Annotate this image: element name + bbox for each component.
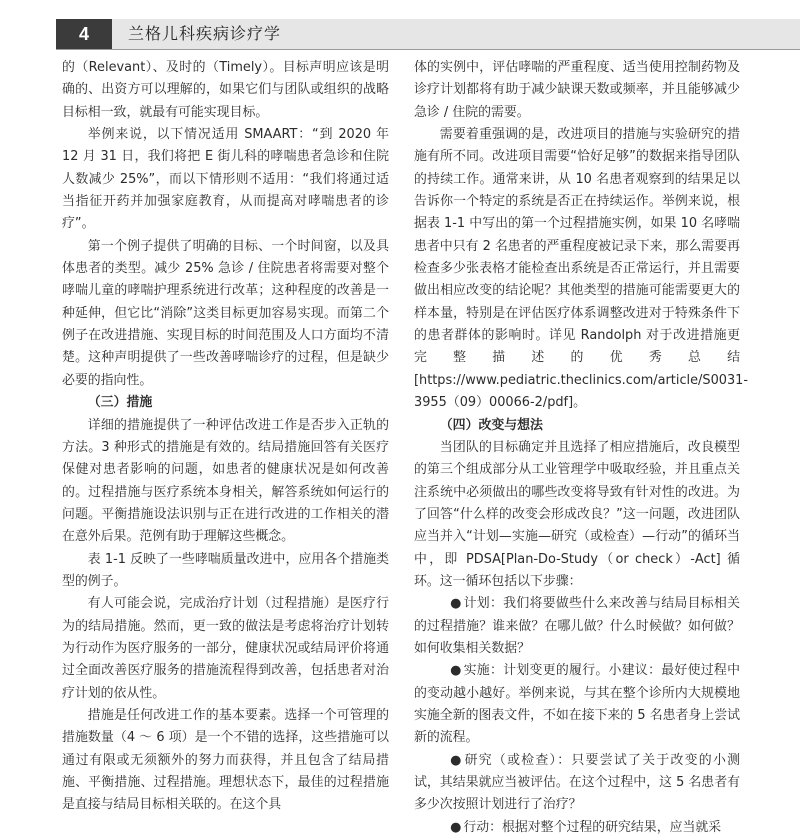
page-number: 4: [56, 19, 112, 49]
bullet-text: 研究（或检查）：只要尝试了关于改变的小测试，其结果就应当被评估。在这个过程中，这 5 名患者有多少次按照计划进行了治疗？: [414, 752, 740, 813]
bullet-dot-icon: ●: [450, 663, 462, 679]
paragraph: 需要着重强调的是，改进项目的措施与实验研究的措施有所不同。改进项目需要“恰好足够”的数据来指导团队的持续工作。通常来讲，从 10 名患者观察到的结果足以告诉你一个特定的系统是否正在持续运作。举例来说，根据表 1-1 中写出的第一个过程措施实例，如果 10 名哮喘患者中只有 2 名患者的严重程度被记录下来，那么需要再检查多少张表格才能检查出系统是否正常运行，并且需要做出相应改变的结论呢？其他类型的措施可能需要更大的样本量，特别是在评估医疗体系调整改进对于特殊条件下的患者群体的影响时。详见 Randolph 对于改进措施更完整描述的优秀总结 [https://www.pediatric.theclinics.com/article/S0031- 3955（09）00066-2/pdf]。: [414, 127, 749, 411]
bullet-text: 计划：我们将要做些什么来改善与结局目标相关的过程措施？谁来做？在哪儿做？什么时候做？如何做？如何收集相关数据？: [414, 596, 740, 656]
paragraph: 第一个例子提供了明确的目标、一个时间窗，以及具体患者的类型。减少 25% 急诊 / 住院患者将需要对整个哮喘儿童的哮喘护理系统进行改革；这种程度的改善是一种延伸，但它比“消除”这类目标更加容易实现。而第二个例子在改进措施、实现目标的时间范围及人口方面均不清楚。这种声明提供了一些改善哮喘诊疗的过程，但是缺少必要的指向性。: [62, 238, 389, 388]
bullet-item: [414, 817, 740, 839]
paragraph: 表 1-1 反映了一些哮喘质量改进中，应用各个措施类型的例子。: [62, 551, 389, 589]
paragraph: 体的实例中，评估哮喘的严重程度、适当使用控制药物及诊疗计划都将有助于减少缺课天数或频率，并且能够减少急诊 / 住院的需要。: [414, 60, 740, 120]
paragraph: 当团队的目标确定并且选择了相应措施后，改良模型的第三个组成部分从工业管理学中吸取经验，并且重点关注系统中必须做出的哪些改变将导致有针对性的改进。为了回答“什么样的改变会形成改良？”这一问题，改进团队应当并入“计划—实施—研究（或检查）—行动”的循环当中，即 PDSA[Plan-Do-Study（or check）-Act] 循环。这一循环包括以下步骤：: [414, 439, 740, 589]
paragraph: 有人可能会说，完成治疗计划（过程措施）是医疗行为的结局措施。然而，更一致的做法是考虑将治疗计划转为行动作为医疗服务的一部分，健康状况或结局评价将通过全面改善医疗服务的措施流程得到改善，包括患者对治疗计划的依从性。: [62, 596, 389, 701]
paragraph: 举例来说，以下情况适用 SMAART：“到 2020 年 12 月 31 日，我们将把 E 街儿科的哮喘患者急诊和住院人数减少 25%”，而以下情形则不适用：“我们将通过适当指征开药并加强家庭教育，从而提高对哮喘患者的诊疗”。: [62, 127, 389, 232]
right-column: [414, 57, 749, 839]
paragraph: 详细的措施提供了一种评估改进工作是否步入正轨的方法。3 种形式的措施是有效的。结局措施回答有关医疗保健对患者影响的问题，如患者的健康状况是如何改善的。过程措施与医疗系统本身相关，解答系统如何运行的问题。平衡措施设法识别与正在进行改进的工作相关的潜在意外后果。范例有助于理解这些概念。: [62, 417, 389, 545]
paragraph: 的（Relevant）、及时的（Timely）。目标声明应该是明确的、出资方可以理解的，如果它们与团队或组织的战略目标相一致，就最有可能实现目标。: [62, 60, 389, 120]
book-title: 兰格儿科疾病诊疗学: [128, 24, 282, 43]
section-heading: （四）改变与想法: [439, 417, 543, 433]
left-column: [62, 57, 389, 817]
header-divider: [56, 49, 800, 50]
section-heading: （三）措施: [87, 395, 153, 411]
bullet-text: 实施：计划变更的履行。小建议：最好使过程中的变动越小越好。举例来说，与其在整个诊所内大规模地实施全新的图表文件，不如在接下来的 5 名患者身上尝试新的流程。: [414, 663, 740, 746]
running-header: [56, 19, 800, 49]
bullet-text: 行动：根据对整个过程的研究结果，应当就采: [463, 819, 722, 835]
paragraph: 措施是任何改进工作的基本要素。选择一个可管理的措施数量（4 ～ 6 项）是一个不错的选择，这些措施可以通过有限或无须额外的努力而获得，并且包含了结局措施、平衡措施、过程措施。理想状态下，最佳的过程措施是直接与结局目标相关联的。在这个具: [62, 707, 389, 813]
bullet-dot-icon: ●: [450, 752, 462, 768]
bullet-dot-icon: ●: [450, 596, 462, 612]
bullet-item: [414, 660, 740, 749]
bullet-item: [414, 750, 740, 817]
bullet-item: [414, 593, 740, 660]
bullet-dot-icon: ●: [450, 819, 462, 835]
